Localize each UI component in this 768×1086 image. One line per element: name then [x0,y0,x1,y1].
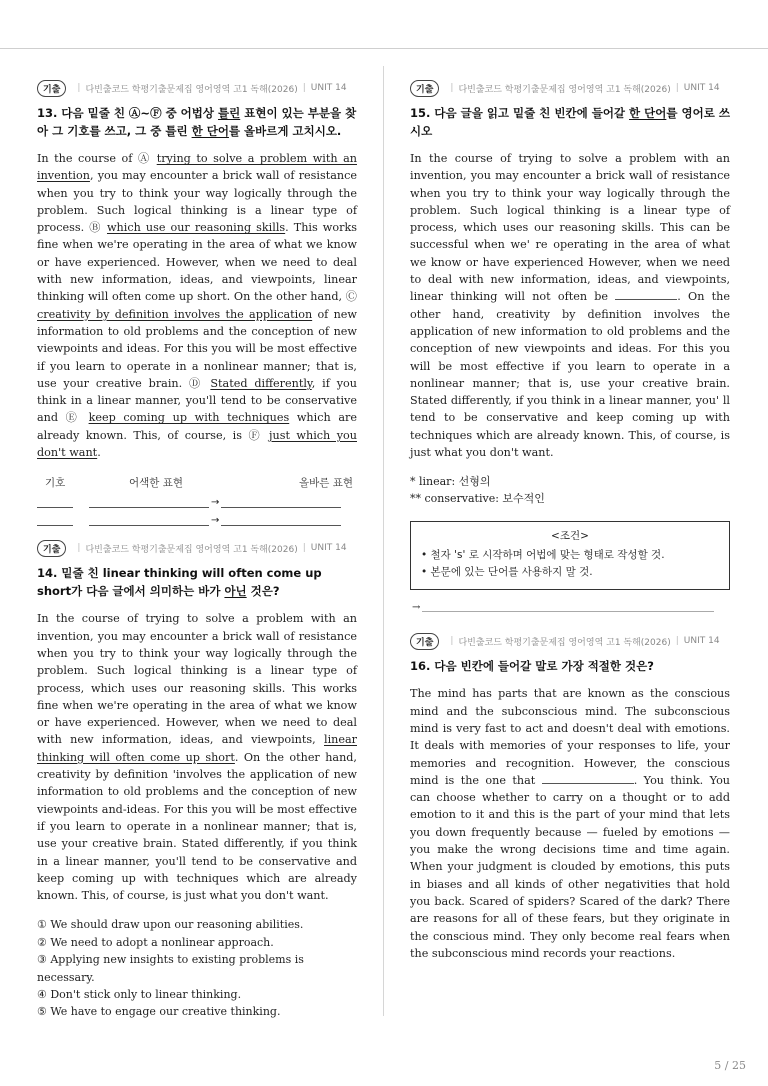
q16-answer-blank[interactable] [542,773,634,784]
q16-source-header [410,631,730,651]
top-rule [0,48,768,49]
q16-passage: The mind has parts that are known as the conscious mind and the subconscious mind. The subconscious mind is very fast to act and doesn't deal with emotions. It deals with memories of your responses to life, your memories and recognition. However, the conscious mind is the one that . You think. You can choose whether to carry on a thought or to add emotion to it and this is the part of your mind that lets you down frequently because — fueled by emotions — you make the wrong decisions time and time again. When your judgment is clouded by emotions, this puts in biases and all kinds of other negativities that hold you back. Scared of spiders? Scared of the dark? There are reasons for all of these fears, but they originate in the conscious mind. They only become real fears when the subconscious mind records your reactions. [410,687,731,960]
q15-answer-blank[interactable] [615,289,677,300]
correct-expression-blank[interactable] [221,513,341,526]
q15-passage: In the course of trying to solve a problem with an invention, you may encounter a brick wall of resistance when you try to think your way logically through the problem. Such logical thinking is a linear type of process, which uses our reasoning skills. This can be successful when we' re operating in the area of what we know or have experienced However, when we need to deal with new information, ideas, and viewpoints, linear thinking will not often be . On the other hand, creativity by definition involves the application of new information to old problems and the conception of new viewpoints and ideas. For this you will be most effective if you learn to operate in a nonlinear manner; that is, use your creative brain. Stated differently, if you think in a linear manner, you' ll tend to be conservative and keep coming up with techniques which are already known. This, of course, is just what you don't want. [410,152,730,460]
right-column [410,78,730,962]
col-head-correct: 올바른 표현 [299,477,354,490]
unit-label: UNIT 14 [683,636,720,647]
header-separator: | [450,83,454,93]
wrong-expression-blank[interactable] [89,495,209,508]
q15-source-header [410,78,730,98]
unit-label: UNIT 14 [310,83,347,93]
q15-conditions-box [410,521,730,590]
col-head-symbol: 기호 [45,477,66,490]
condition-item-2: • 본문에 있는 단어를 사용하지 말 것. [421,566,593,579]
column-divider [383,66,384,1016]
q13-answer-table [37,475,357,526]
header-separator: | [77,543,81,554]
answer-row [37,508,357,526]
source-title: 다빈출코드 학평기출문제집 영어영역 고1 독해(2026) [85,84,298,95]
choice-4[interactable]: ④ Don't stick only to linear thinking. [37,988,242,1002]
left-column [37,78,357,1021]
header-separator: | [450,636,454,647]
symbol-blank[interactable] [37,513,73,526]
q15-footnotes [410,473,730,507]
source-title: 다빈출코드 학평기출문제집 영어영역 고1 독해(2026) [85,544,298,555]
choice-2[interactable]: ② We need to adopt a nonlinear approach. [37,935,274,949]
conditions-title: <조건> [551,530,589,543]
source-tag: 기출 [410,80,439,97]
source-tag: 기출 [410,633,439,650]
arrow-icon: → [412,602,421,614]
col-head-wrong: 어색한 표현 [129,477,184,490]
header-separator: | [675,83,679,93]
q15-title: 15. 다음 글을 읽고 밑줄 친 빈칸에 들어갈 한 단어를 영어로 쓰시오 [410,106,730,138]
header-separator: | [675,636,679,647]
unit-label: UNIT 14 [310,543,347,554]
q15-answer-field[interactable] [422,603,714,612]
unit-label: UNIT 14 [683,83,720,93]
q13-passage: In the course of Ⓐ trying to solve a problem with an invention, you may encounter a brick wall of resistance when you try to think your way logically through the problem. Such logical thinking is a linear type of process. Ⓑ which use our reasoning skills. This works fine when we're operating in the area of what we know or have experienced. However, when we need to deal with new information, ideas, and viewpoints, linear thinking will often come up short. On the other hand, Ⓒ creativity by definition involves the application of new information to old problems and the conception of new viewpoints and ideas. For this you will be most effective if you learn to operate in a nonlinear manner; that is, use your creative brain. Ⓓ Stated differently, if you think in a linear manner, you'll tend to be conservative and Ⓔ keep coming up with techniques which are already known. This, of course, is Ⓕ just which you don't want. [37,152,357,460]
q13-title: 13. 다음 밑줄 친 Ⓐ~Ⓕ 중 어법상 틀린 표현이 있는 부분을 찾아 그 기호를 쓰고, 그 중 틀린 한 단어를 올바르게 고치시오. [37,106,357,138]
source-tag: 기출 [37,540,66,557]
footnote-conservative: ** conservative: 보수적인 [410,492,545,506]
source-tag: 기출 [37,80,66,97]
answer-row [37,490,357,508]
page-number: 5 / 25 [714,1059,746,1072]
q14-choices [37,916,357,1020]
symbol-blank[interactable] [37,495,73,508]
header-separator: | [302,83,306,93]
footnote-linear: * linear: 선형의 [410,475,491,489]
source-title: 다빈출코드 학평기출문제집 영어영역 고1 독해(2026) [458,84,671,95]
q14-title: 14. 밑줄 친 linear thinking will often come up short가 다음 글에서 의미하는 바가 아닌 것은? [37,566,322,599]
q16-title: 16. 다음 빈칸에 들어갈 말로 가장 적절한 것은? [410,659,654,674]
choice-5[interactable]: ⑤ We have to engage our creative thinking. [37,1005,281,1019]
arrow-icon: → [211,497,220,509]
wrong-expression-blank[interactable] [89,513,209,526]
choice-3[interactable]: ③ Applying new insights to existing problems is necessary. [37,953,304,984]
arrow-icon: → [211,515,220,527]
header-separator: | [77,83,81,93]
header-separator: | [302,543,306,554]
q15-answer-line [410,602,730,613]
choice-1[interactable]: ① We should draw upon our reasoning abilities. [37,918,304,932]
q14-passage: In the course of trying to solve a problem with an invention, you may encounter a brick wall of resistance when you try to think your way logically through the problem. Such logical thinking is a linear type of process, which uses our reasoning skills. This works fine when we're operating in the area of what we know or have experienced. However, when we need to deal with new information, ideas, and viewpoints, linear thinking will often come up short. On the other hand, creativity by definition 'involves the application of new information to old problems and the conception of new viewpoints and-ideas. For this you will be most effective if you learn to operate in a nonlinear manner; that is, use your creative brain. Stated differently, if you think in a linear manner, you'll tend to be conservative and keep coming up with techniques which are already known. This, of course, is just what you don't want. [37,612,357,903]
source-title: 다빈출코드 학평기출문제집 영어영역 고1 독해(2026) [458,637,671,648]
correct-expression-blank[interactable] [221,495,341,508]
q14-source-header [37,538,357,558]
q13-source-header [37,78,357,98]
condition-item-1: • 철자 's' 로 시작하며 어법에 맞는 형태로 작성할 것. [421,549,665,562]
